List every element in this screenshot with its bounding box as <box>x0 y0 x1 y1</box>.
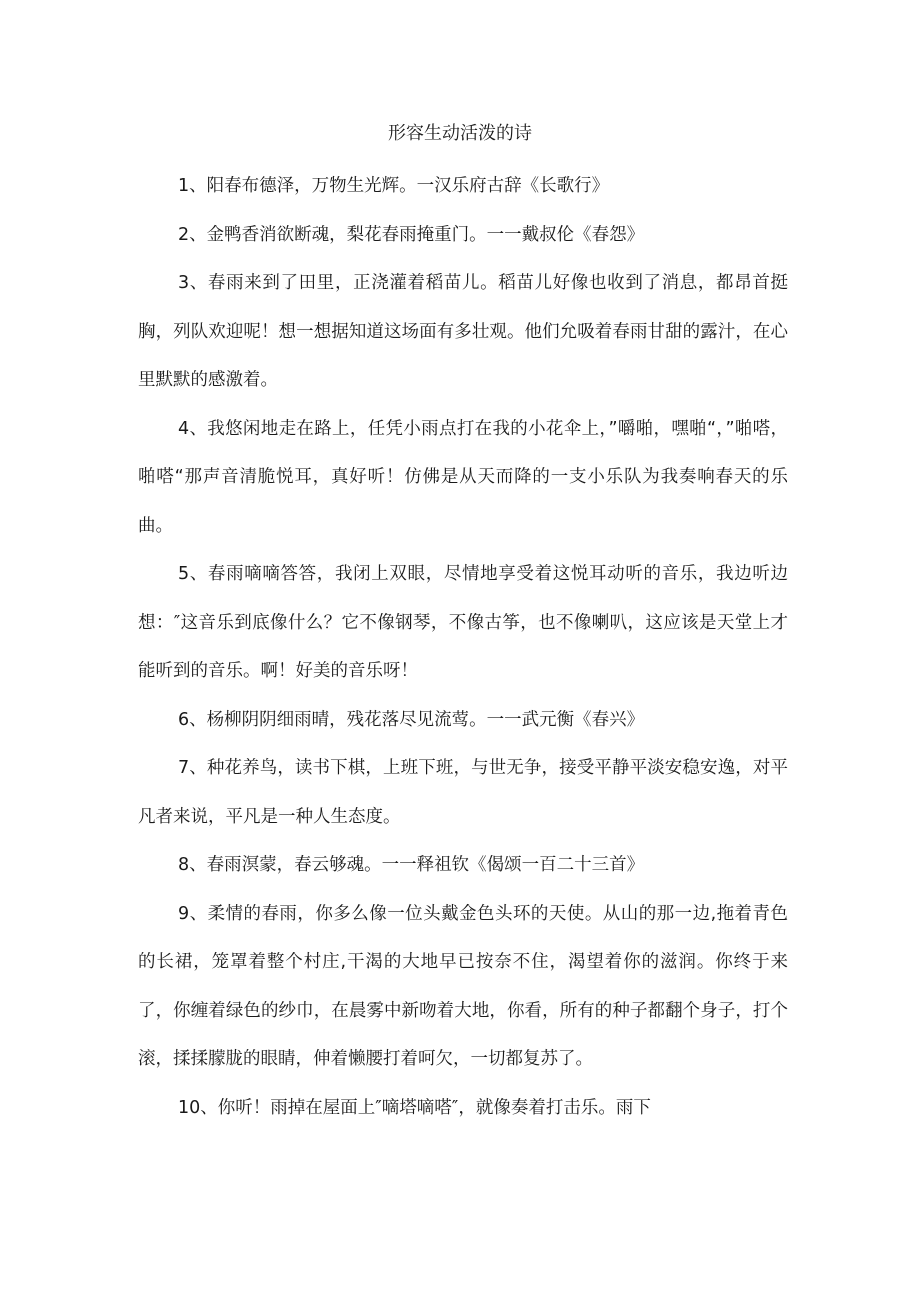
paragraph-1: 1、阳春布德泽，万物生光辉。一汉乐府古辞《长歌行》 <box>178 176 610 196</box>
paragraph-9: 9、柔情的春雨，你多么像一位头戴金色头环的天使。从山的那一边,拖着青色的长裙，笼罩着整个村庄,干渴的大地早已按奈不住，渴望着你的滋润。你终于来了，你缠着绿色的纱巾，在晨雾中新吻着大地，你看，所有的种子都翻个身子，打个滚，揉揉朦胧的眼睛，伸着懒腰打着呵欠，一切都复苏了。 <box>138 903 788 1069</box>
document-title: 形容生动活泼的诗 <box>388 123 532 144</box>
paragraph-5: 5、春雨嘀嘀答答，我闭上双眼，尽情地享受着这悦耳动听的音乐，我边听边想：″这音乐到底像什么？它不像钢琴，不像古筝，也不像喇叭，这应该是天堂上才能听到的音乐。啊！好美的音乐呀！ <box>138 564 788 681</box>
paragraph-6: 6、杨柳阴阴细雨晴，残花落尽见流莺。一一武元衡《春兴》 <box>178 709 645 730</box>
document-body <box>138 162 788 1132</box>
paragraph-7: 7、种花养鸟，读书下棋，上班下班，与世无争，接受平静平淡安稳安逸，对平凡者来说，平凡是一种人生态度。 <box>138 758 788 827</box>
paragraph-4: 4、我悠闲地走在路上，任凭小雨点打在我的小花伞上，”嚼啪，嘿啪“，”啪嗒，啪嗒“那声音清脆悦耳，真好听！仿佛是从天而降的一支小乐队为我奏响春天的乐曲。 <box>138 418 788 536</box>
paragraph-3: 3、春雨来到了田里，正浇灌着稻苗儿。稻苗儿好像也收到了消息，都昂首挺胸，列队欢迎呢！想一想据知道这场面有多壮观。他们允吸着春雨甘甜的露汁，在心里默默的感激着。 <box>138 273 788 390</box>
paragraph-2: 2、金鸭香消欲断魂，梨花春雨掩重门。一一戴叔伦《春怨》 <box>178 224 645 245</box>
paragraph-8: 8、春雨溟蒙，春云够魂。一一释祖钦《偈颂一百二十三首》 <box>178 855 645 875</box>
paragraph-10: 10、你听！雨掉在屋面上″嘀塔嘀嗒″，就像奏着打击乐。雨下 <box>178 1097 651 1118</box>
